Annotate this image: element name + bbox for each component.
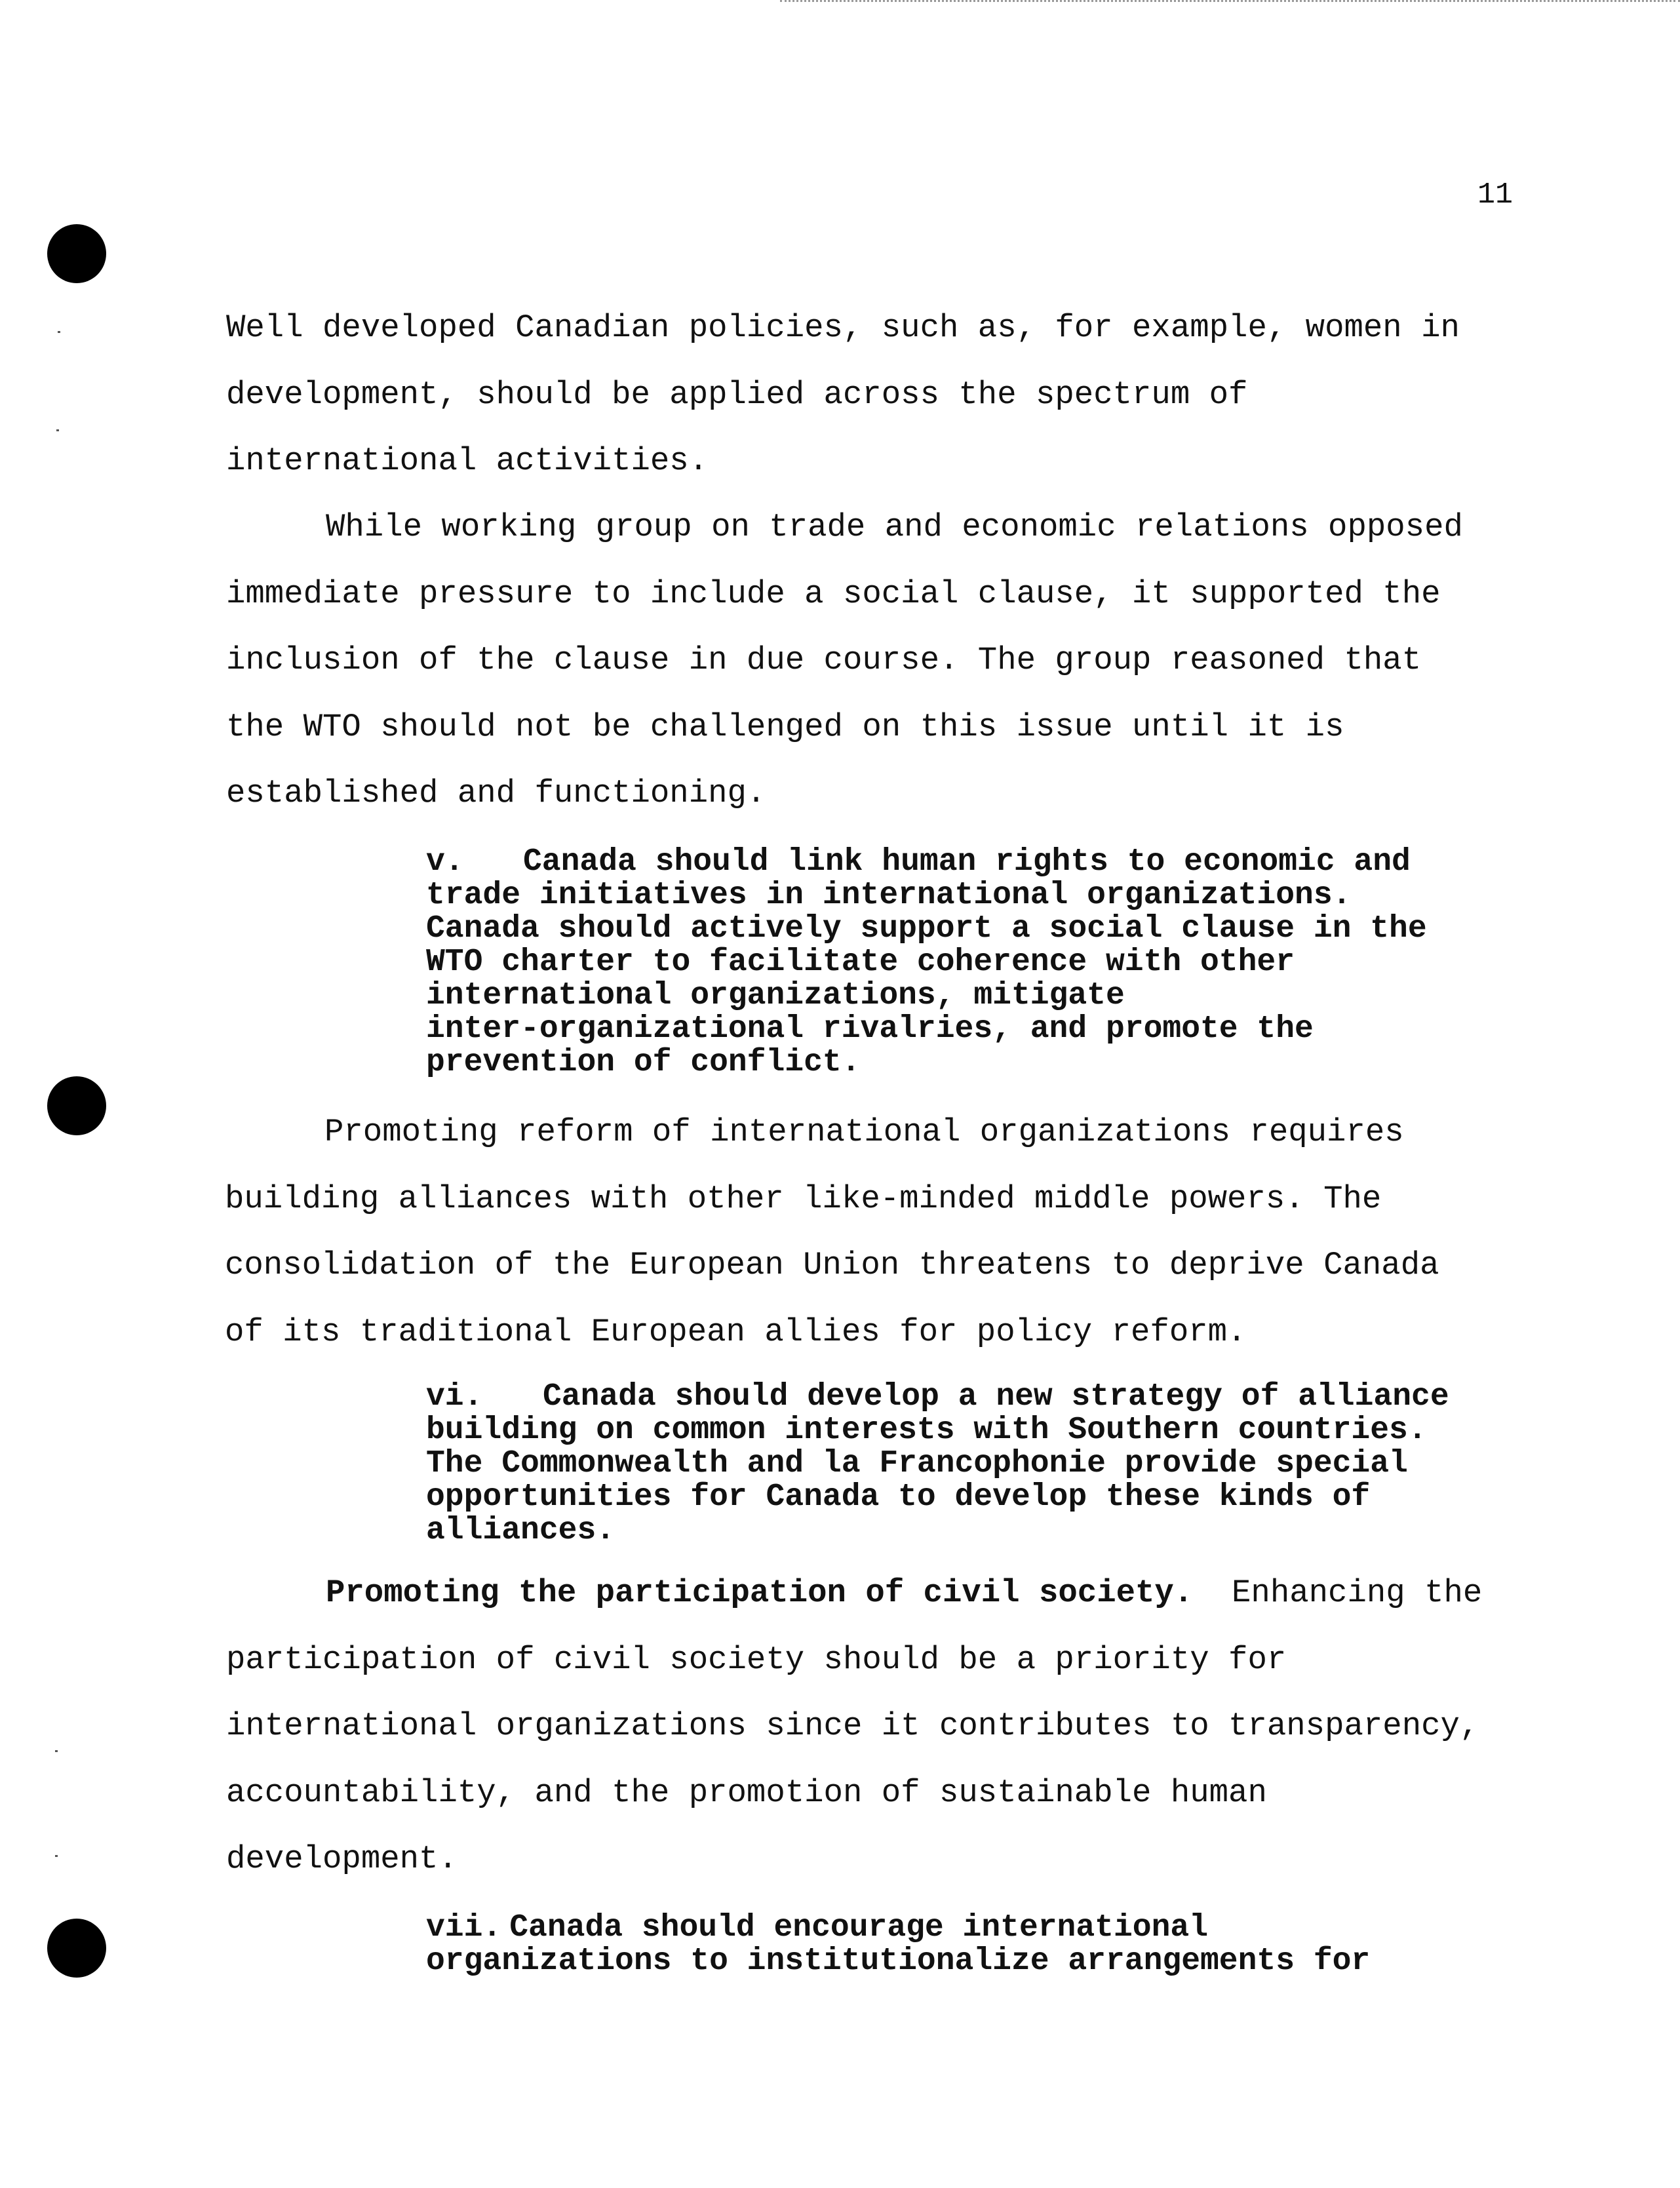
paragraph-reform [225,1099,1523,1365]
text-line: The Commonwealth and la Francophonie provide special [426,1446,1408,1481]
recommendation-v [426,846,1534,1080]
paragraph-civil-society [226,1560,1524,1893]
text-line: building alliances with other like-minded middle powers. The [225,1180,1382,1217]
text-line: opportunities for Canada to develop these kinds of [426,1479,1371,1515]
text-line: prevention of conflict. [426,1045,861,1080]
section-heading: Promoting the participation of civil society. [326,1574,1194,1611]
text-line: Canada should link human rights to economic and [523,844,1411,880]
punch-hole-top [47,224,106,283]
recommendation-numeral: v. [426,844,464,880]
text-line: alliances. [426,1513,615,1548]
text-line: Enhancing the [1193,1574,1483,1611]
text-line: accountability, and the promotion of sustainable human [226,1774,1267,1811]
text-line: participation of civil society should be a priority for [226,1641,1287,1678]
recommendation-vii [426,1911,1534,1978]
text-line: international activities. [226,442,709,479]
paragraph-working-group [226,494,1524,827]
scan-speck [56,429,59,431]
text-line: consolidation of the European Union threatens to deprive Canada [225,1247,1439,1283]
page-number: 11 [1477,178,1513,212]
text-line: Canada should encourage international [509,1910,1208,1945]
scan-top-edge [780,0,1680,5]
text-line: organizations to institutionalize arrangements for [426,1944,1371,1979]
text-line: of its traditional European allies for policy reform. [225,1313,1247,1350]
text-line: development. [226,1841,458,1877]
punch-hole-bottom [47,1919,106,1978]
scan-speck [55,1855,58,1857]
text-line: development, should be applied across the spectrum of [226,376,1248,413]
text-line: Canada should develop a new strategy of alliance [543,1379,1449,1415]
text-line: Canada should actively support a social clause in the [426,911,1427,947]
scan-speck [58,331,60,333]
text-line: international organizations, mitigate [426,978,1125,1013]
punch-hole-middle [47,1076,106,1135]
recommendation-numeral: vii. [426,1910,502,1945]
text-line: inclusion of the clause in due course. The group reasoned that [226,642,1422,678]
recommendation-numeral: vi. [426,1379,483,1415]
text-line: trade initiatives in international organizations. [426,878,1352,913]
text-line: building on common interests with Southern countries. [426,1413,1427,1448]
text-line: WTO charter to facilitate coherence with other [426,945,1295,980]
recommendation-vi [426,1380,1534,1548]
text-line: the WTO should not be challenged on this issue until it is [226,708,1344,745]
scan-speck [55,1750,58,1752]
text-line: established and functioning. [226,775,766,811]
text-line: While working group on trade and economic relations opposed [326,509,1463,545]
text-line: Well developed Canadian policies, such as, for example, women in [226,309,1460,346]
text-line: immediate pressure to include a social clause, it supported the [226,575,1441,612]
text-line: inter-organizational rivalries, and promote the [426,1011,1314,1047]
text-line: international organizations since it contributes to transparency, [226,1708,1479,1744]
text-line: Promoting reform of international organizations requires [324,1114,1404,1150]
paragraph-policies [226,295,1524,495]
